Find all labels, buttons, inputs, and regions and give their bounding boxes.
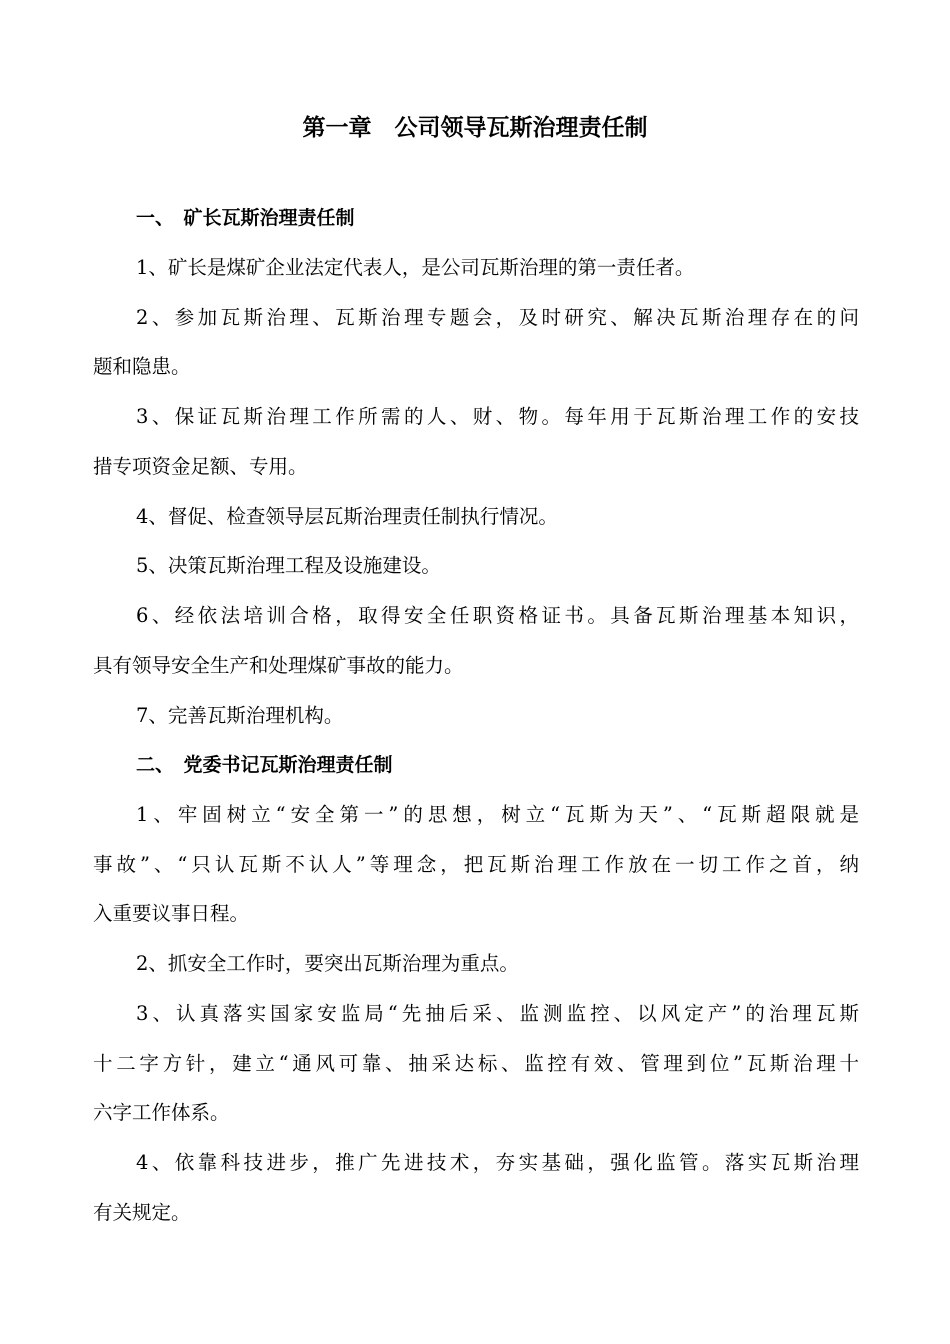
paragraph-line: 具有领导安全生产和处理煤矿事故的能力。: [93, 654, 464, 677]
paragraph-line: 1、矿长是煤矿企业法定代表人，是公司瓦斯治理的第一责任者。: [136, 256, 695, 279]
paragraph-line: 7、完善瓦斯治理机构。: [136, 704, 344, 727]
paragraph-line: 十二字方针，建立“通风可靠、抽采达标、监控有效、管理到位”瓦斯治理十: [93, 1052, 859, 1075]
paragraph-line: 5、决策瓦斯治理工程及设施建设。: [136, 554, 441, 577]
paragraph-line: 4、依靠科技进步，推广先进技术，夯实基础，强化监管。落实瓦斯治理: [136, 1151, 859, 1174]
paragraph-line: 事故”、“只认瓦斯不认人”等理念，把瓦斯治理工作放在一切工作之首，纳: [93, 853, 859, 876]
paragraph-line: 2、抓安全工作时，要突出瓦斯治理为重点。: [136, 952, 519, 975]
paragraph-line: 4、督促、检查领导层瓦斯治理责任制执行情况。: [136, 505, 558, 528]
paragraph-line: 有关规定。: [93, 1201, 191, 1224]
paragraph-line: 1、牢固树立“安全第一”的思想，树立“瓦斯为天”、“瓦斯超限就是: [136, 803, 859, 826]
section-heading-1: 一、 矿长瓦斯治理责任制: [136, 207, 355, 229]
paragraph-line: 3、认真落实国家安监局“先抽后采、监测监控、以风定产”的治理瓦斯: [136, 1002, 859, 1025]
paragraph-line: 2、参加瓦斯治理、瓦斯治理专题会，及时研究、解决瓦斯治理存在的问: [136, 306, 859, 329]
paragraph-line: 措专项资金足额、专用。: [93, 455, 308, 478]
chapter-title: 第一章 公司领导瓦斯治理责任制: [302, 115, 648, 141]
section-heading-2: 二、 党委书记瓦斯治理责任制: [136, 754, 393, 776]
paragraph-line: 题和隐患。: [93, 355, 191, 378]
paragraph-line: 六字工作体系。: [93, 1101, 230, 1124]
paragraph-line: 6、经依法培训合格，取得安全任职资格证书。具备瓦斯治理基本知识，: [136, 604, 859, 627]
paragraph-line: 3、保证瓦斯治理工作所需的人、财、物。每年用于瓦斯治理工作的安技: [136, 405, 859, 428]
paragraph-line: 入重要议事日程。: [93, 902, 250, 925]
